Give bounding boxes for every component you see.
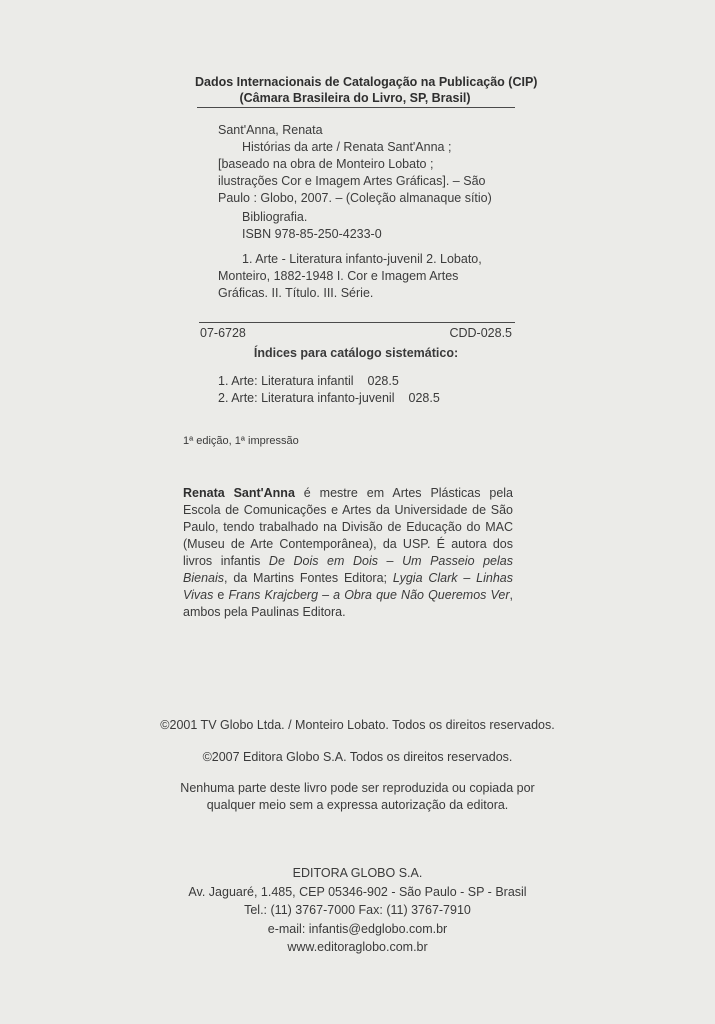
catalog-subjects: [218, 251, 482, 302]
catalog-title: Histórias da arte / Renata Sant'Anna ;: [242, 140, 452, 154]
index-item: [218, 390, 440, 407]
rights-notice-line: qualquer meio sem a expressa autorização da editora.: [206, 798, 509, 812]
rights-line-1: ©2001 TV Globo Ltda. / Monteiro Lobato. Todos os direitos reservados.: [160, 718, 555, 732]
rights-line-2: ©2007 Editora Globo S.A. Todos os direitos reservados.: [202, 750, 513, 764]
index-item-label: 1. Arte: Literatura infantil: [218, 374, 354, 388]
index-item-code: 028.5: [408, 391, 440, 405]
publisher-block: [0, 864, 715, 957]
bio-text: e: [213, 588, 229, 602]
catalog-cdd: CDD-028.5: [449, 326, 512, 340]
cip-top-rule: [197, 107, 515, 108]
catalog-biblio-block: [218, 209, 382, 243]
catalog-number-row: [200, 326, 512, 340]
catalog-subject-line: Monteiro, 1882-1948 I. Cor e Imagem Artes: [218, 269, 459, 283]
catalog-desc-line: [baseado na obra de Monteiro Lobato ;: [218, 157, 434, 171]
publisher-website: www.editoraglobo.com.br: [287, 940, 428, 954]
cip-bottom-rule: [199, 322, 515, 323]
author-bio: [183, 485, 513, 621]
bio-text: , da Martins Fontes Editora;: [224, 571, 393, 585]
publisher-name: EDITORA GLOBO S.A.: [292, 866, 423, 880]
indices-title: Índices para catálogo sistemático:: [253, 346, 459, 360]
catalog-desc-line: ilustrações Cor e Imagem Artes Gráficas]. – São: [218, 174, 486, 188]
catalog-record: [218, 122, 492, 207]
bio-book-title: De Dois em Dois – Um Passeio pelas Bienais: [183, 554, 513, 585]
publisher-email: e-mail: infantis@edglobo.com.br: [267, 921, 448, 936]
publisher-address: Av. Jaguaré, 1.485, CEP 05346-902 - São Paulo - SP - Brasil: [188, 884, 527, 899]
catalog-subject-line: Gráficas. II. Título. III. Série.: [218, 286, 374, 300]
catalog-subject-line: 1. Arte - Literatura infanto-juvenil 2. Lobato,: [242, 252, 482, 266]
bio-text: , ambos pela Paulinas Editora.: [183, 588, 513, 619]
bio-book-title: Lygia Clark – Linhas Vivas: [183, 571, 513, 602]
bio-author-name: Renata Sant'Anna: [183, 486, 295, 500]
bio-book-title: Frans Krajcberg – a Obra que Não Queremos Ver: [228, 588, 510, 602]
cip-heading: [195, 74, 538, 106]
rights-notice-line: Nenhuma parte deste livro pode ser reproduzida ou copiada por: [180, 781, 535, 795]
catalog-desc-line: Paulo : Globo, 2007. – (Coleção almanaque sítio): [218, 191, 492, 205]
cip-heading-line2: (Câmara Brasileira do Livro, SP, Brasil): [239, 91, 471, 105]
bio-text: é mestre em Artes Plásticas pela Escola de Comunicações e Artes da Universidade de São Paulo, tendo trabalhado na Divisão de Educação do MAC (Museu de Arte Contemporânea), da USP. É autora dos livros infantis: [183, 486, 513, 568]
edition-info: 1ª edição, 1ª impressão: [183, 435, 299, 447]
catalog-bibliography: Bibliografia.: [242, 210, 308, 224]
publisher-phones: Tel.: (11) 3767-7000 Fax: (11) 3767-7910: [244, 903, 471, 917]
indices-list: [218, 373, 440, 407]
index-item-label: 2. Arte: Literatura infanto-juvenil: [218, 391, 395, 405]
catalog-number: 07-6728: [200, 326, 246, 340]
catalog-isbn: ISBN 978-85-250-4233-0: [242, 227, 382, 241]
index-item-code: 028.5: [367, 374, 399, 388]
cip-heading-line1: Dados Internacionais de Catalogação na Publicação (CIP): [195, 75, 538, 89]
catalog-author: Sant'Anna, Renata: [218, 123, 323, 137]
index-item: [218, 373, 440, 390]
rights-notice: [0, 780, 715, 814]
